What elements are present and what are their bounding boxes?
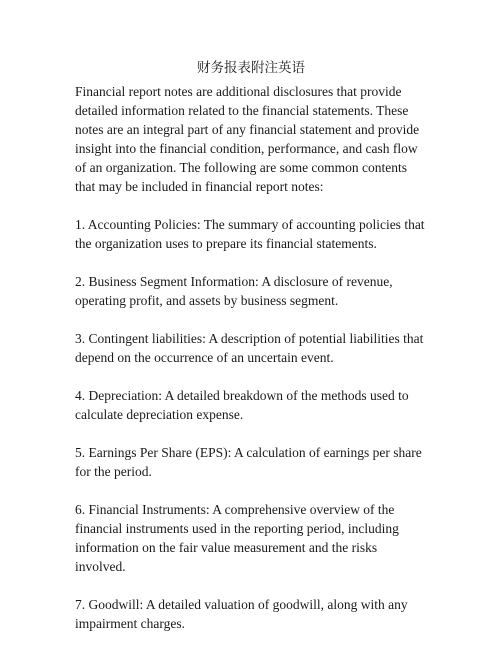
document-title: 财务报表附注英语	[197, 60, 305, 76]
note-item-eps: 5. Earnings Per Share (EPS): A calculation of earnings per share for the period.	[75, 445, 422, 479]
document-body	[75, 82, 427, 652]
note-item-contingent-liabilities: 3. Contingent liabilities: A description of potential liabilities that depend on the occurrence of an uncertain event.	[75, 331, 424, 365]
note-item-depreciation: 4. Depreciation: A detailed breakdown of the methods used to calculate depreciation expense.	[75, 388, 409, 422]
note-item-financial-instruments: 6. Financial Instruments: A comprehensive overview of the financial instruments used in the reporting period, including information on the fair value measurement and the risks involved.	[75, 502, 399, 574]
note-item-accounting-policies: 1. Accounting Policies: The summary of accounting policies that the organization uses to prepare its financial statements.	[75, 217, 425, 251]
note-item-business-segment: 2. Business Segment Information: A disclosure of revenue, operating profit, and assets by business segment.	[75, 274, 393, 308]
note-item-goodwill: 7. Goodwill: A detailed valuation of goodwill, along with any impairment charges.	[75, 597, 408, 631]
intro-paragraph: Financial report notes are additional disclosures that provide detailed information related to the financial statements. These notes are an integral part of any financial statement and provide insight into the financial condition, performance, and cash flow of an organization. The following are some common contents that may be included in financial report notes:	[75, 84, 420, 194]
